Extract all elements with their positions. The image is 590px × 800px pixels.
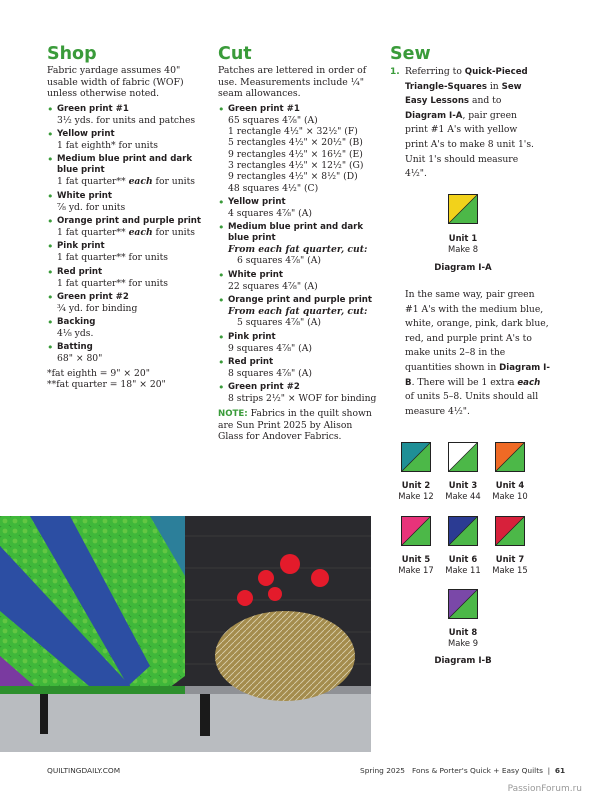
shop-item bbox=[47, 104, 207, 126]
footnote: **fat quarter = 18" × 20" bbox=[47, 379, 166, 391]
cut-item-detail: 9 rectangles 4½" × 16½" (E) bbox=[228, 148, 363, 160]
diagram-i-a-label: Diagram I-A bbox=[434, 263, 492, 273]
unit-5-block bbox=[401, 516, 431, 546]
unit-title: Unit 1 bbox=[448, 233, 478, 243]
unit-title: Unit 3 bbox=[448, 480, 478, 490]
cut-item bbox=[218, 270, 380, 292]
unit-title: Unit 5 bbox=[401, 554, 431, 564]
shop-item-name: • Orange print and purple print bbox=[57, 215, 202, 226]
unit-caption bbox=[480, 480, 540, 501]
cut-item-from: From each fat quarter, cut: bbox=[228, 306, 368, 318]
footer-issue bbox=[360, 766, 565, 775]
cut-item-name: • Orange print and purple print bbox=[228, 295, 373, 306]
shop-item-name: • Yellow print bbox=[57, 129, 115, 140]
cut-note bbox=[218, 408, 380, 443]
cut-list bbox=[218, 104, 380, 405]
cut-item bbox=[218, 222, 380, 267]
shop-item bbox=[47, 317, 207, 339]
unit-3-block bbox=[448, 442, 478, 472]
page-number: 61 bbox=[554, 766, 566, 775]
cut-item-detail: 9 squares 4⅞" (A) bbox=[228, 342, 312, 354]
shop-item-detail: ¾ yd. for binding bbox=[57, 302, 138, 314]
cut-item-detail: 8 squares 4⅞" (A) bbox=[228, 367, 312, 379]
cut-item-detail: 9 rectangles 4½" × 8½" (D) bbox=[228, 171, 358, 183]
emphasis: each bbox=[128, 176, 153, 188]
cut-item-detail: 8 strips 2½" × WOF for binding bbox=[228, 393, 377, 405]
shop-item-name: • White print bbox=[57, 190, 113, 201]
unit-7-block bbox=[495, 516, 525, 546]
cut-item-name: • Yellow print bbox=[228, 196, 286, 207]
shop-item-name: • Green print #1 bbox=[57, 103, 129, 114]
shop-column bbox=[47, 44, 207, 390]
cut-item-name: • White print bbox=[228, 269, 284, 280]
shop-item bbox=[47, 154, 207, 187]
step1-text-3: and to bbox=[469, 95, 502, 107]
shop-item-detail: 1 fat quarter** for units bbox=[57, 252, 168, 264]
shop-item-name: • Backing bbox=[57, 317, 96, 328]
shop-item-detail: 1 fat quarter** each for units bbox=[57, 226, 195, 238]
cut-item-detail: 4 squares 4⅞" (A) bbox=[228, 207, 312, 219]
shop-item-detail: ⅞ yd. for units bbox=[57, 201, 126, 213]
cut-item-detail: 3 rectangles 4½" × 12½" (G) bbox=[228, 159, 364, 171]
cut-item-name: • Red print bbox=[228, 356, 274, 367]
footer-site: QUILTINGDAILY.COM bbox=[47, 766, 121, 775]
shop-item-name: • Batting bbox=[57, 342, 93, 353]
cut-item-detail: 5 rectangles 4½" × 20½" (B) bbox=[228, 137, 363, 149]
shop-item-detail: 1 fat quarter** each for units bbox=[57, 176, 195, 188]
sew-step-1-continued bbox=[390, 288, 550, 419]
cut-item-from: From each fat quarter, cut: bbox=[228, 244, 368, 256]
quilt-photo-image bbox=[0, 516, 371, 752]
para2-text-2: . There will be 1 extra bbox=[411, 376, 518, 388]
shop-item-name: • Medium blue print and dark blue print bbox=[57, 154, 193, 176]
cut-item bbox=[218, 357, 380, 379]
shop-item-detail: 68" × 80" bbox=[57, 353, 103, 365]
cut-item-detail: 5 squares 4⅞" (A) bbox=[237, 317, 321, 329]
cut-item-detail: 48 squares 4½" (C) bbox=[228, 182, 319, 194]
shop-item-detail: 1 fat eighth* for units bbox=[57, 140, 158, 152]
shop-list bbox=[47, 104, 207, 365]
step1-ref-sew-easy: Sew Easy Lessons bbox=[405, 81, 522, 107]
unit-title: Unit 6 bbox=[448, 554, 478, 564]
cut-item-detail: 6 squares 4⅞" (A) bbox=[237, 255, 321, 267]
cut-item-detail: 65 squares 4⅞" (A) bbox=[228, 114, 318, 126]
cut-item-name: • Green print #2 bbox=[228, 382, 300, 393]
watermark: PassionForum.ru bbox=[507, 784, 582, 794]
unit-make: Make 11 bbox=[445, 564, 481, 575]
diagram-i-b-label: Diagram I-B bbox=[434, 656, 492, 666]
unit-1-block bbox=[448, 194, 478, 224]
sew-step-1 bbox=[390, 65, 538, 182]
shop-intro: Fabric yardage assumes 40" usable width of fabric (WOF) unless otherwise noted. bbox=[47, 65, 184, 100]
shop-item-detail: 4⅛ yds. bbox=[57, 328, 94, 340]
shop-item-name: • Green print #2 bbox=[57, 291, 129, 302]
unit-caption bbox=[433, 233, 493, 254]
shop-item-detail: 1 fat quarter** for units bbox=[57, 277, 168, 289]
unit-caption bbox=[480, 554, 540, 575]
step-number: 1. bbox=[390, 67, 400, 77]
para2-ref-diagram-b: Diagram I-B bbox=[405, 362, 550, 388]
cut-item-detail: 22 squares 4⅞" (A) bbox=[228, 280, 318, 292]
sew-column bbox=[390, 44, 550, 182]
unit-8-block bbox=[448, 589, 478, 619]
cut-item bbox=[218, 104, 380, 194]
cut-item bbox=[218, 197, 380, 219]
cut-heading: Cut bbox=[218, 44, 252, 64]
cut-item bbox=[218, 332, 380, 354]
shop-item bbox=[47, 129, 207, 151]
unit-make: Make 44 bbox=[445, 490, 481, 501]
quilt-photo bbox=[0, 516, 371, 752]
unit-make: Make 15 bbox=[492, 564, 528, 575]
para2-text-1: In the same way, pair green #1 A's with the medium blue, white, orange, pink, dark blue, red, and purple print A's to make units 2–8 in the quantities shown in bbox=[405, 289, 549, 373]
cut-item bbox=[218, 382, 380, 404]
shop-item bbox=[47, 216, 207, 238]
shop-heading: Shop bbox=[47, 44, 97, 64]
shop-footnotes bbox=[47, 368, 207, 391]
sew-heading: Sew bbox=[390, 44, 431, 64]
note-text: Fabrics in the quilt shown are Sun Print 2025 by Alison Glass for Andover Fabrics. bbox=[218, 407, 372, 443]
cut-item-name: • Medium blue print and dark blue print bbox=[228, 222, 364, 244]
unit-6-block bbox=[448, 516, 478, 546]
unit-title: Unit 7 bbox=[495, 554, 525, 564]
unit-caption bbox=[433, 627, 493, 648]
unit-make: Make 9 bbox=[447, 637, 479, 648]
shop-item bbox=[47, 191, 207, 213]
footnote: *fat eighth = 9" × 20" bbox=[47, 367, 150, 379]
shop-item bbox=[47, 342, 207, 364]
cut-item-name: • Green print #1 bbox=[228, 103, 300, 114]
cut-item-detail: 1 rectangle 4½" × 32½" (F) bbox=[228, 126, 358, 138]
shop-item bbox=[47, 267, 207, 289]
unit-title: Unit 2 bbox=[401, 480, 431, 490]
unit-make: Make 12 bbox=[398, 490, 434, 501]
footer-separator: | bbox=[547, 766, 551, 775]
step1-ref-diagram-a: Diagram I-A bbox=[405, 110, 463, 121]
note-label: NOTE: bbox=[218, 408, 248, 419]
shop-item-name: • Red print bbox=[57, 266, 103, 277]
para2-emphasis: each bbox=[517, 377, 541, 388]
cut-column bbox=[218, 44, 380, 442]
step1-text-2: in bbox=[486, 80, 502, 92]
unit-make: Make 8 bbox=[447, 243, 479, 254]
cut-item bbox=[218, 295, 380, 329]
unit-title: Unit 4 bbox=[495, 480, 525, 490]
cut-item-name: • Pink print bbox=[228, 331, 276, 342]
shop-item-name: • Pink print bbox=[57, 241, 105, 252]
cut-intro: Patches are lettered in order of use. Measurements include ¼" seam allowances. bbox=[218, 65, 367, 100]
unit-make: Make 17 bbox=[398, 564, 434, 575]
shop-item-detail: 3½ yds. for units and patches bbox=[57, 114, 196, 126]
unit-4-block bbox=[495, 442, 525, 472]
step1-ref-triangle-squares: Quick-Pieced Triangle-Squares bbox=[405, 67, 528, 92]
unit-make: Make 10 bbox=[492, 490, 528, 501]
unit-title: Unit 8 bbox=[448, 627, 478, 637]
para2-text-3: of units 5–8. Units should all measure 4½". bbox=[405, 391, 539, 417]
shop-item bbox=[47, 292, 207, 314]
shop-item bbox=[47, 241, 207, 263]
step1-text-4: , pair green print #1 A's with yellow print A's to make 8 unit 1's. Unit 1's should measure 4½". bbox=[405, 109, 534, 180]
emphasis: each bbox=[128, 226, 153, 238]
step1-text-1: Referring to bbox=[405, 66, 465, 77]
footer-issue-text: Spring 2025 Fons & Porter's Quick + Easy Quilts bbox=[360, 766, 543, 775]
unit-2-block bbox=[401, 442, 431, 472]
